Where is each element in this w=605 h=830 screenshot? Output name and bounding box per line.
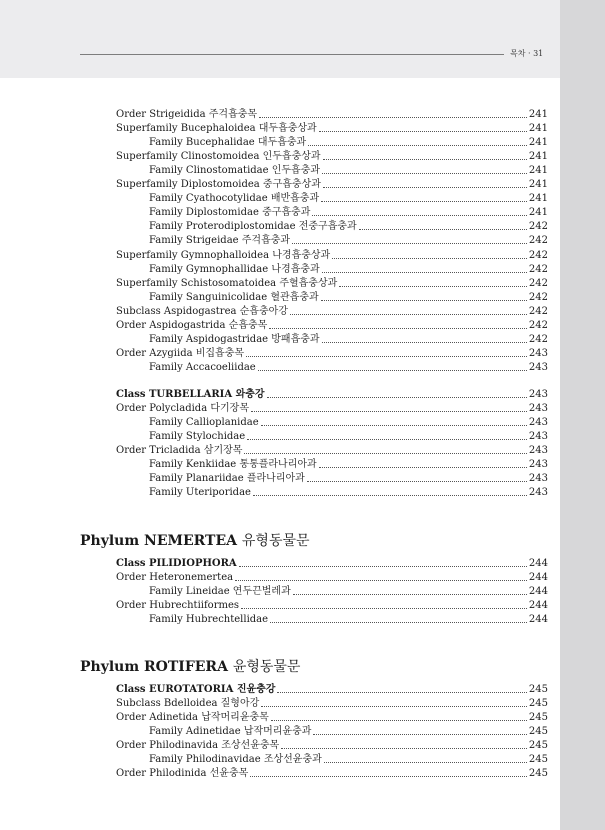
toc-entry-label: Class PILIDIOPHORA: [116, 558, 237, 569]
toc-entry[interactable]: [116, 556, 548, 570]
phylum-korean: 유형동물문: [241, 533, 310, 549]
toc-entry-label: Superfamily Gymnophalloidea 나경흡충상과: [116, 249, 331, 261]
toc-entry-page: 245: [528, 740, 548, 752]
dot-leader: [267, 397, 527, 398]
toc-entry-label: Family Clinostomatidae 인두흡충과: [149, 165, 321, 177]
toc-entry-label: Family Cyathocotylidae 배반흡충과: [149, 193, 320, 205]
toc-entry[interactable]: [116, 766, 548, 780]
dot-leader: [290, 314, 527, 315]
toc-entry[interactable]: [149, 429, 548, 443]
dot-leader: [293, 594, 527, 595]
toc-entry-label: Family Planariidae 플라나리아과: [149, 473, 305, 485]
toc-entry-page: 243: [528, 417, 548, 429]
toc-entry-page: 241: [528, 207, 548, 219]
toc-entry[interactable]: [116, 738, 548, 752]
page-header-band: [0, 0, 560, 78]
dot-leader: [261, 706, 527, 707]
toc-entry[interactable]: [149, 205, 548, 219]
dot-leader: [258, 370, 527, 371]
phylum-latin: Phylum NEMERTEA: [80, 533, 238, 549]
toc-entry-label: Superfamily Schistosomatoidea 주혈흡충상과: [116, 277, 338, 289]
toc-entry-label: Order Azygiida 비집흡충목: [116, 347, 245, 359]
toc-entry[interactable]: [116, 443, 548, 457]
toc-entry-label: Family Gymnophallidae 나경흡충과: [149, 263, 320, 275]
toc-entry-page: 245: [528, 768, 548, 780]
toc-entry[interactable]: [149, 191, 548, 205]
toc-entry[interactable]: [149, 724, 548, 738]
toc-entry-label: Superfamily Bucephaloidea 대두흡충상과: [116, 123, 317, 135]
toc-entry-page: 241: [528, 123, 548, 135]
toc-entry-page: 243: [528, 487, 548, 499]
toc-entry-page: 245: [528, 754, 548, 766]
toc-entry-label: Family Aspidogastridae 방패흡충과: [149, 333, 320, 345]
toc-entry-page: 243: [528, 473, 548, 485]
toc-entry-label: Family Proterodiplostomidae 전중구흡충과: [149, 221, 357, 233]
toc-entry-label: Family Callioplanidae: [149, 417, 259, 429]
toc-entry[interactable]: [116, 401, 548, 415]
toc-entry[interactable]: [149, 332, 548, 346]
dot-leader: [241, 608, 527, 609]
toc-entry-page: 243: [528, 431, 548, 443]
dot-leader: [247, 439, 527, 440]
toc-entry[interactable]: [149, 584, 548, 598]
toc-entry-label: Family Accacoeliidae: [149, 361, 256, 373]
toc-entry-page: 242: [528, 319, 548, 331]
toc-entry[interactable]: [149, 262, 548, 276]
toc-entry[interactable]: [116, 304, 548, 318]
dot-leader: [269, 328, 527, 329]
toc-entry-label: Family Diplostomidae 중구흡충과: [149, 207, 311, 219]
dot-leader: [313, 734, 527, 735]
toc-entry-label: Family Hubrechtellidae: [149, 614, 269, 626]
dot-leader: [322, 342, 527, 343]
toc-entry-page: 245: [528, 712, 548, 724]
phylum-korean: 윤형동물문: [232, 659, 301, 675]
toc-entry-label: Order Aspidogastrida 순흡충목: [116, 319, 268, 331]
toc-entry[interactable]: [149, 752, 548, 766]
phylum-nemertea-heading: [80, 530, 310, 550]
header-rule: [80, 54, 504, 55]
toc-entry-label: Order Adinetida 납작머리윤충목: [116, 712, 269, 724]
dot-leader: [261, 425, 527, 426]
dot-leader: [239, 566, 527, 567]
toc-entry-label: Order Heteronemertea: [116, 572, 234, 584]
toc-entry[interactable]: [116, 177, 548, 191]
toc-entry[interactable]: [116, 710, 548, 724]
toc-entry-page: 243: [528, 403, 548, 415]
dot-leader: [270, 622, 527, 623]
toc-entry[interactable]: [149, 163, 548, 177]
dot-leader: [250, 776, 527, 777]
toc-entry[interactable]: [149, 360, 548, 374]
dot-leader: [292, 243, 527, 244]
dot-leader: [323, 187, 527, 188]
toc-entry-label: Subclass Bdelloidea 질형아강: [116, 698, 260, 710]
dot-leader: [253, 495, 527, 496]
toc-entry-page: 242: [528, 333, 548, 345]
dot-leader: [322, 272, 527, 273]
toc-page: [0, 78, 560, 830]
dot-leader: [332, 258, 527, 259]
toc-entry[interactable]: [149, 415, 548, 429]
dot-leader: [277, 692, 526, 693]
toc-entry[interactable]: [149, 290, 548, 304]
toc-entry[interactable]: [149, 135, 548, 149]
toc-entry-label: Family Sanguinicolidae 혈관흡충과: [149, 291, 319, 303]
toc-entry-page: 241: [528, 151, 548, 163]
toc-entry-page: 245: [528, 726, 548, 738]
toc-entry-label: Family Strigeidae 주걱흡충과: [149, 235, 291, 247]
toc-entry-page: 241: [528, 165, 548, 177]
toc-entry-label: Order Tricladida 삼기장목: [116, 445, 243, 457]
toc-entry[interactable]: [149, 612, 548, 626]
toc-entry-page: 244: [528, 558, 548, 569]
toc-entry-page: 242: [528, 305, 548, 317]
toc-entry-label: Order Strigeidida 주걱흡충목: [116, 109, 258, 120]
dot-leader: [323, 159, 527, 160]
toc-entry[interactable]: [149, 233, 548, 247]
dot-leader: [339, 286, 527, 287]
toc-entry-page: 245: [528, 698, 548, 710]
dot-leader: [307, 481, 527, 482]
toc-entry-page: 242: [528, 277, 548, 289]
toc-entry-page: 241: [528, 109, 548, 120]
dot-leader: [319, 467, 527, 468]
toc-entry-page: 242: [528, 235, 548, 247]
toc-entry-page: 242: [528, 249, 548, 261]
toc-entry-page: 244: [528, 600, 548, 612]
toc-entry-page: 243: [528, 389, 548, 400]
toc-entry[interactable]: [116, 318, 548, 332]
dot-leader: [308, 145, 527, 146]
toc-entry-label: Family Philodinavidae 조상선윤충과: [149, 754, 322, 766]
toc-entry-label: Family Stylochidae: [149, 431, 246, 443]
dot-leader: [359, 229, 527, 230]
dot-leader: [235, 580, 527, 581]
toc-entry[interactable]: [149, 457, 548, 471]
toc-entry-label: Family Lineidae 연두끈벌레과: [149, 586, 291, 598]
dot-leader: [312, 215, 527, 216]
toc-entry-label: Family Uteriporidae: [149, 487, 251, 499]
toc-entry[interactable]: [149, 219, 548, 233]
phylum-rotifera-heading: [80, 656, 300, 676]
toc-entry[interactable]: [116, 682, 548, 696]
dot-leader: [324, 762, 527, 763]
toc-entry[interactable]: [116, 696, 548, 710]
dot-leader: [259, 117, 527, 118]
toc-entry-label: Family Adinetidae 납작머리윤충과: [149, 726, 312, 738]
toc-entry-label: Order Hubrechtiiformes: [116, 600, 240, 612]
toc-entry-label: Subclass Aspidogastrea 순흡충아강: [116, 305, 288, 317]
toc-entry-page: 242: [528, 221, 548, 233]
toc-entry-label: Class EUROTATORIA 진윤충강: [116, 684, 276, 695]
toc-entry-page: 243: [528, 347, 548, 359]
toc-entry-page: 242: [528, 263, 548, 275]
toc-entry-page: 241: [528, 193, 548, 205]
toc-entry-label: Order Philodinavida 조상선윤충목: [116, 740, 280, 752]
toc-entry-page: 244: [528, 572, 548, 584]
toc-entry[interactable]: [116, 570, 548, 584]
toc-entry-page: 242: [528, 291, 548, 303]
toc-entry[interactable]: [116, 248, 548, 262]
toc-entry-label: Superfamily Diplostomoidea 중구흡충상과: [116, 179, 321, 191]
toc-entry[interactable]: [116, 276, 548, 290]
running-head: 목차 · 31: [510, 49, 544, 58]
toc-entry[interactable]: [149, 485, 548, 499]
dot-leader: [319, 131, 527, 132]
toc-entry-page: 241: [528, 179, 548, 191]
dot-leader: [271, 720, 527, 721]
toc-entry-page: 243: [528, 361, 548, 373]
toc-entry[interactable]: [116, 107, 548, 121]
phylum-latin: Phylum ROTIFERA: [80, 659, 228, 675]
toc-entry-label: Class TURBELLARIA 와충강: [116, 389, 265, 400]
toc-entry-label: Superfamily Clinostomoidea 인두흡충상과: [116, 151, 321, 163]
toc-entry[interactable]: [149, 471, 548, 485]
toc-entry-page: 244: [528, 614, 548, 626]
toc-entry-page: 245: [528, 684, 548, 695]
toc-entry[interactable]: [116, 149, 548, 163]
toc-entry-page: 241: [528, 137, 548, 149]
dot-leader: [322, 173, 527, 174]
toc-entry[interactable]: [116, 121, 548, 135]
toc-entry-page: 243: [528, 445, 548, 457]
dot-leader: [281, 748, 527, 749]
dot-leader: [321, 300, 527, 301]
toc-entry-label: Order Polycladida 다기장목: [116, 403, 249, 415]
toc-entry[interactable]: [116, 598, 548, 612]
toc-entry-label: Family Bucephalidae 대두흡충과: [149, 137, 307, 149]
dot-leader: [251, 411, 527, 412]
toc-entry-page: 244: [528, 586, 548, 598]
toc-entry-label: Family Kenkiidae 통통플라나리아과: [149, 459, 317, 471]
toc-entry-label: Order Philodinida 선윤충목: [116, 768, 249, 780]
toc-entry[interactable]: [116, 346, 548, 360]
toc-entry[interactable]: [116, 387, 548, 401]
dot-leader: [321, 201, 527, 202]
dot-leader: [244, 453, 526, 454]
toc-entry-page: 243: [528, 459, 548, 471]
dot-leader: [246, 356, 527, 357]
